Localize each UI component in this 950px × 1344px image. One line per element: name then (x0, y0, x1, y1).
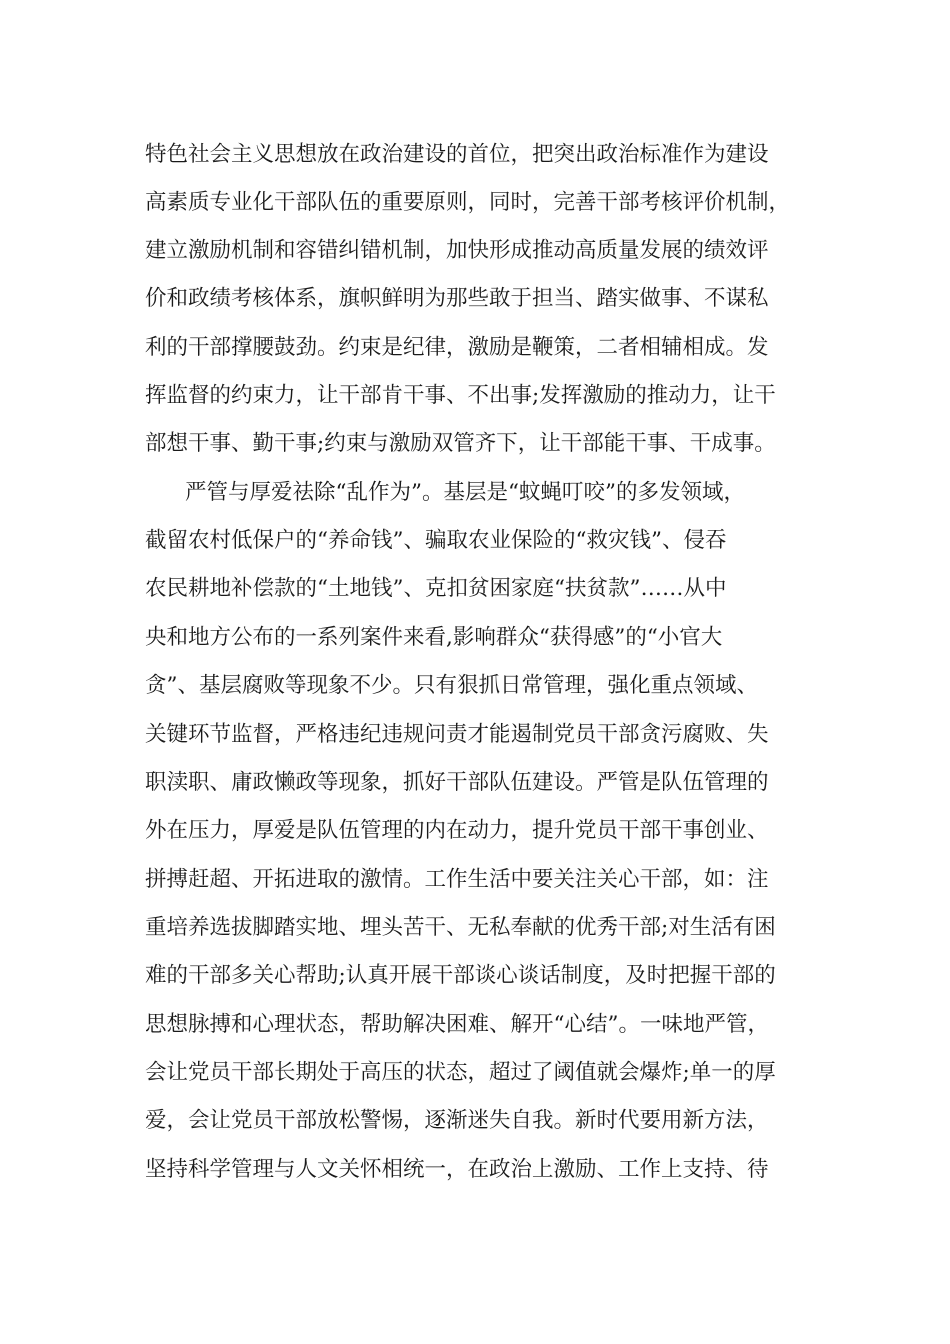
text-line: 思想脉搏和心理状态，帮助解决困难、解开“心结”。一味地严管， (145, 1012, 769, 1037)
text-line: 职渎职、庸政懒政等现象，抓好干部队伍建设。严管是队伍管理的 (145, 770, 769, 795)
text-line: 挥监督的约束力，让干部肯干事、不出事;发挥激励的推动力，让干 (145, 383, 776, 408)
text-line: 高素质专业化干部队伍的重要原则，同时，完善干部考核评价机制， (145, 190, 791, 215)
text-line: 价和政绩考核体系，旗帜鲜明为那些敢于担当、踏实做事、不谋私 (145, 286, 769, 311)
text-line: 关键环节监督，严格违纪违规问责才能遏制党员干部贪污腐败、失 (145, 722, 769, 747)
text-line: 难的干部多关心帮助;认真开展干部谈心谈话制度，及时把握干部的 (145, 963, 776, 988)
text-line: 重培养选拔脚踏实地、埋头苦干、无私奉献的优秀干部;对生活有困 (145, 915, 776, 940)
text-line: 建立激励机制和容错纠错机制，加快形成推动高质量发展的绩效评 (145, 238, 769, 263)
text-line: 特色社会主义思想放在政治建设的首位，把突出政治标准作为建设 (145, 142, 769, 167)
text-line: 央和地方公布的一系列案件来看,影响群众“获得感”的“小官大 (145, 625, 723, 650)
text-line: 部想干事、勤干事;约束与激励双管齐下，让干部能干事、干成事。 (145, 431, 776, 456)
text-line: 截留农村低保户的“养命钱”、骗取农业保险的“救灾钱”、侵吞 (145, 528, 727, 553)
text-line: 坚持科学管理与人文关怀相统一，在政治上激励、工作上支持、待 (145, 1157, 769, 1182)
text-line: 农民耕地补偿款的“土地钱”、克扣贫困家庭“扶贫款”……从中 (145, 576, 727, 601)
text-line: 拼搏赶超、开拓进取的激情。工作生活中要关注关心干部，如：注 (145, 867, 769, 892)
text-line: 利的干部撑腰鼓劲。约束是纪律，激励是鞭策，二者相辅相成。发 (145, 335, 769, 360)
text-line: 会让党员干部长期处于高压的状态，超过了阈值就会爆炸;单一的厚 (145, 1060, 776, 1085)
text-line: 爱，会让党员干部放松警惕，逐渐迷失自我。新时代要用新方法， (145, 1108, 769, 1133)
paragraph-first-line: 严管与厚爱祛除“乱作为”。基层是“蚊蝇叮咬”的多发领域， (185, 480, 745, 505)
text-line: 外在压力，厚爱是队伍管理的内在动力，提升党员干部干事创业、 (145, 818, 769, 843)
text-line: 贪”、基层腐败等现象不少。只有狠抓日常管理，强化重点领域、 (145, 673, 758, 698)
